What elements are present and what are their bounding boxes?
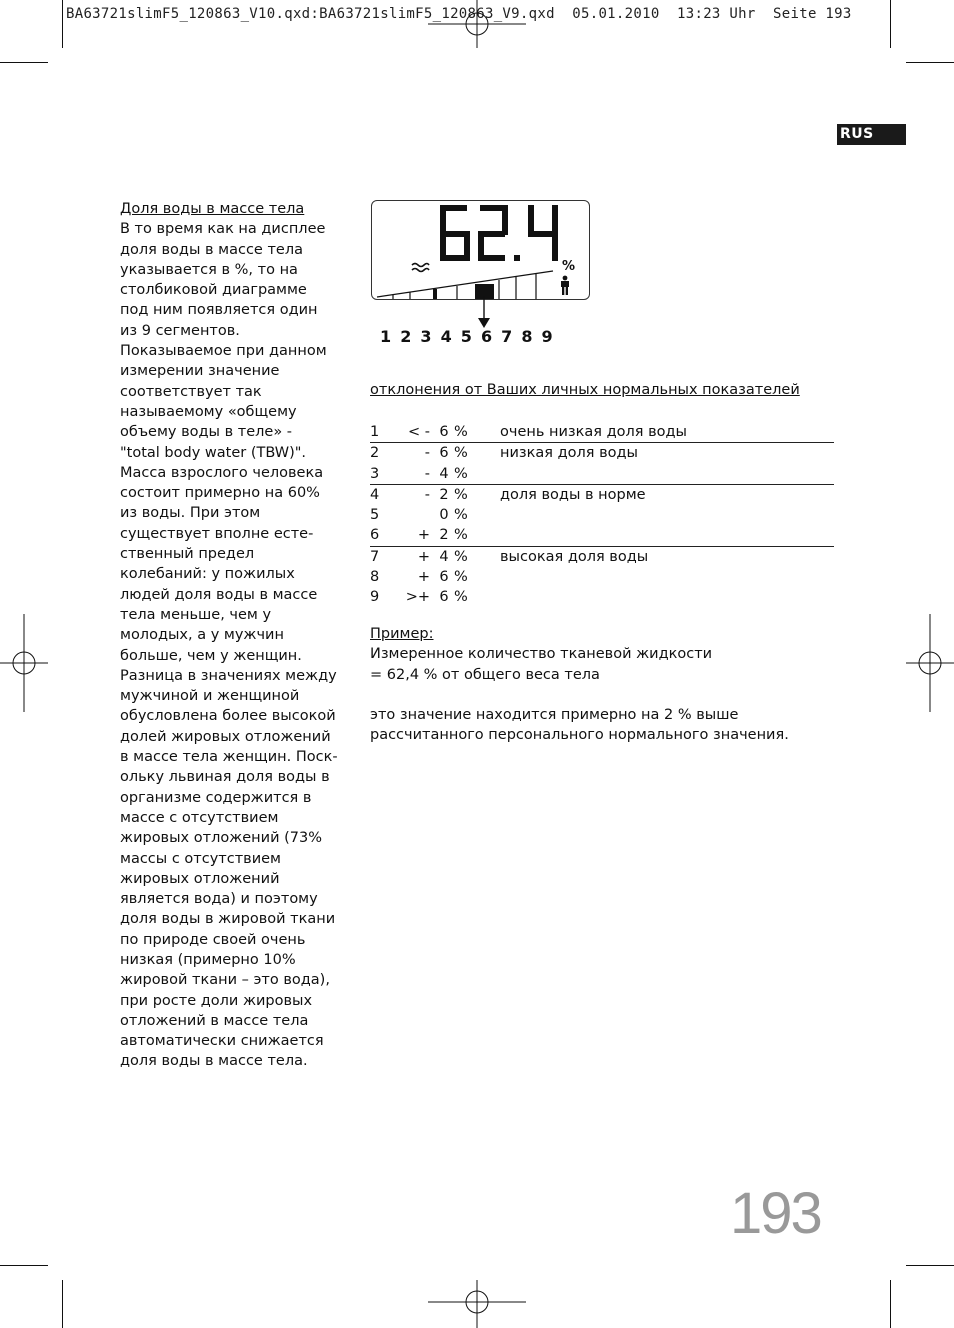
table-cell-n: 5: [370, 507, 380, 524]
body-text-line: существует вполне есте-: [120, 525, 314, 542]
body-text-line: тела меньше, чем у: [120, 606, 272, 623]
body-text-line: по природе своей очень: [120, 931, 306, 948]
table-cell-sign: -: [424, 486, 430, 503]
body-text-line: В то время как на дисплее: [120, 221, 326, 238]
table-cell-n: 9: [370, 589, 380, 606]
registration-mark-right: [906, 614, 954, 712]
example-line: = 62,4 % от общего веса тела: [370, 666, 600, 683]
segment-number: 5: [460, 327, 472, 346]
body-text-line: является вода) и поэтому: [120, 891, 318, 908]
body-text-line: называемому «общему: [120, 403, 297, 420]
body-text-line: жировых отложений (73%: [120, 830, 323, 847]
deviation-title: отклонения от Ваших личных нормальных показателей: [370, 382, 800, 398]
page-number: 193: [730, 1181, 821, 1246]
body-text-line: молодых, а у мужчин: [120, 627, 284, 644]
person-icon: [561, 276, 569, 295]
table-cell-desc: очень низкая доля воды: [500, 422, 834, 443]
body-text-line: Масса взрослого человека: [120, 464, 324, 481]
table-cell-val: 4: [434, 464, 454, 485]
print-header: BA63721slimF5_120863_V10.qxd:BA63721slimF5_120863_V9.qxd 05.01.2010 13:23 Uhr Seite 193: [66, 6, 852, 22]
table-cell-sign: +: [417, 548, 430, 565]
body-text-line: организме содержится в: [120, 789, 312, 806]
body-text-line: жировой ткани – это вода),: [120, 972, 330, 989]
body-text-line: доля воды в жировой ткани: [120, 911, 336, 928]
table-cell-val: 0: [439, 507, 449, 524]
body-text-line: ольку львиная доля воды в: [120, 769, 330, 786]
body-text-line: доля воды в массе тела.: [120, 1053, 308, 1070]
registration-mark-left: [0, 614, 48, 712]
bargraph-line: [377, 271, 553, 297]
body-text-line: жировых отложений: [120, 870, 280, 887]
segment-number: 6: [480, 327, 493, 346]
table-cell-desc: низкая доля воды: [500, 445, 638, 462]
body-text-line: Показываемое при данном: [120, 343, 327, 360]
table-cell-sign: -: [396, 464, 434, 485]
body-text-line: долей жировых отложений: [120, 728, 331, 745]
body-text-line: состоит примерно на 60%: [120, 485, 320, 502]
table-row: [370, 505, 834, 525]
table-cell-pct: %: [454, 548, 468, 565]
bargraph-segments: [393, 274, 536, 299]
body-text-line: "total body water (TBW)".: [120, 444, 307, 461]
table-row: [370, 464, 834, 485]
table-cell-pct: %: [454, 589, 468, 606]
table-row: [370, 567, 834, 587]
table-cell-val: 6: [439, 445, 449, 462]
table-cell-sign: -: [424, 445, 430, 462]
table-cell-pct: %: [454, 445, 468, 462]
example-line: Измеренное количество тканевой жидкости: [370, 646, 713, 663]
segment-number: 9: [541, 327, 553, 346]
table-cell-pct: %: [454, 525, 500, 546]
table-cell-pct: %: [454, 464, 500, 485]
table-row: [370, 525, 834, 546]
table-row: [370, 484, 834, 505]
table-cell-sign: < -: [396, 422, 434, 443]
table-cell-pct: %: [454, 507, 468, 524]
table-row: [370, 422, 834, 443]
table-cell-val: 4: [439, 548, 449, 565]
body-text-line: низкая (примерно 10%: [120, 951, 296, 968]
table-cell-desc: [500, 505, 834, 525]
body-text-line: обусловлена более высокой: [120, 708, 336, 725]
example-line: рассчитанного персонального нормального значения.: [370, 727, 789, 744]
body-text-line: доля воды в массе тела: [120, 241, 303, 258]
body-text-line: людей доля воды в массе: [120, 586, 318, 603]
example-heading: Пример:: [370, 626, 434, 642]
table-cell-pct: %: [454, 422, 500, 443]
body-text-line: при росте доли жировых: [120, 992, 313, 1009]
body-text-line: автоматически снижается: [120, 1033, 324, 1050]
table-cell-val: 2: [439, 486, 449, 503]
body-text-line: из 9 сегментов.: [120, 322, 240, 339]
table-cell-n: 2: [370, 445, 380, 462]
table-cell-val: 6: [439, 589, 449, 606]
table-cell-desc: [500, 567, 834, 587]
table-cell-sign: +: [396, 525, 434, 546]
body-text-line: массы с отсутствием: [120, 850, 281, 867]
body-text-line: Разница в значениях между: [120, 667, 337, 684]
table-cell-desc: доля воды в норме: [500, 486, 646, 503]
table-cell-n: 7: [370, 548, 380, 565]
table-row: [370, 546, 834, 567]
table-cell-val: 2: [434, 525, 454, 546]
table-cell-val: 6: [439, 569, 449, 586]
segment-number: 4: [440, 327, 452, 346]
table-cell-n: 8: [370, 569, 380, 586]
body-text-line: соответствует так: [120, 383, 262, 400]
body-text-lines: [120, 219, 340, 1071]
table-cell-n: 4: [370, 486, 380, 503]
language-tab: RUS: [837, 124, 906, 145]
body-text-line: указывается в %, то на: [120, 261, 298, 278]
table-cell-n: 3: [370, 464, 396, 485]
table-cell-n: 6: [370, 525, 396, 546]
segment-number: 1: [380, 327, 392, 346]
segment-number: 8: [521, 327, 533, 346]
table-cell-pct: %: [454, 486, 468, 503]
table-cell-sign: >+: [405, 589, 430, 606]
percent-symbol: %: [562, 259, 576, 274]
example-block: [370, 624, 840, 746]
segment-number: 7: [501, 327, 513, 346]
example-line: это значение находится примерно на 2 % выше: [370, 707, 739, 724]
table-cell-desc: [500, 525, 834, 546]
table-cell-desc: [500, 587, 834, 607]
section-heading: Доля воды в массе тела: [120, 201, 305, 217]
table-cell-val: 6: [434, 422, 454, 443]
table-cell-desc: высокая доля воды: [500, 548, 649, 565]
body-text-line: колебаний: у пожилых: [120, 566, 295, 583]
deviation-table: [370, 422, 834, 608]
water-wave-icon: [412, 264, 429, 272]
body-text-line: столбиковой диаграмме: [120, 282, 307, 299]
table-cell-sign: +: [417, 569, 430, 586]
table-cell-pct: %: [454, 569, 468, 586]
body-text-line: массе с отсутствием: [120, 809, 279, 826]
body-text-line: из воды. При этом: [120, 505, 261, 522]
registration-mark-top: [428, 0, 526, 48]
segment-number: 3: [420, 327, 432, 346]
body-text-line: отложений в массе тела: [120, 1012, 309, 1029]
body-text-line: измерении значение: [120, 363, 280, 380]
table-cell-sign: [396, 505, 434, 525]
registration-mark-bottom: [428, 1280, 526, 1328]
body-text-column: [120, 199, 340, 1072]
segment-number: 2: [400, 327, 412, 346]
display-details: [371, 200, 591, 300]
body-text-line: мужчиной и женщиной: [120, 688, 300, 705]
table-cell-n: 1: [370, 422, 396, 443]
table-cell-desc: [500, 464, 834, 485]
body-text-line: в массе тела женщин. Поск-: [120, 749, 338, 766]
body-text-line: ственный предел: [120, 546, 255, 563]
segment-numbers: [380, 327, 562, 346]
body-text-line: больше, чем у женщин.: [120, 647, 302, 664]
table-row: [370, 443, 834, 464]
body-text-line: объему воды в теле» -: [120, 424, 293, 441]
table-row: [370, 587, 834, 607]
body-text-line: под ним появляется один: [120, 302, 318, 319]
